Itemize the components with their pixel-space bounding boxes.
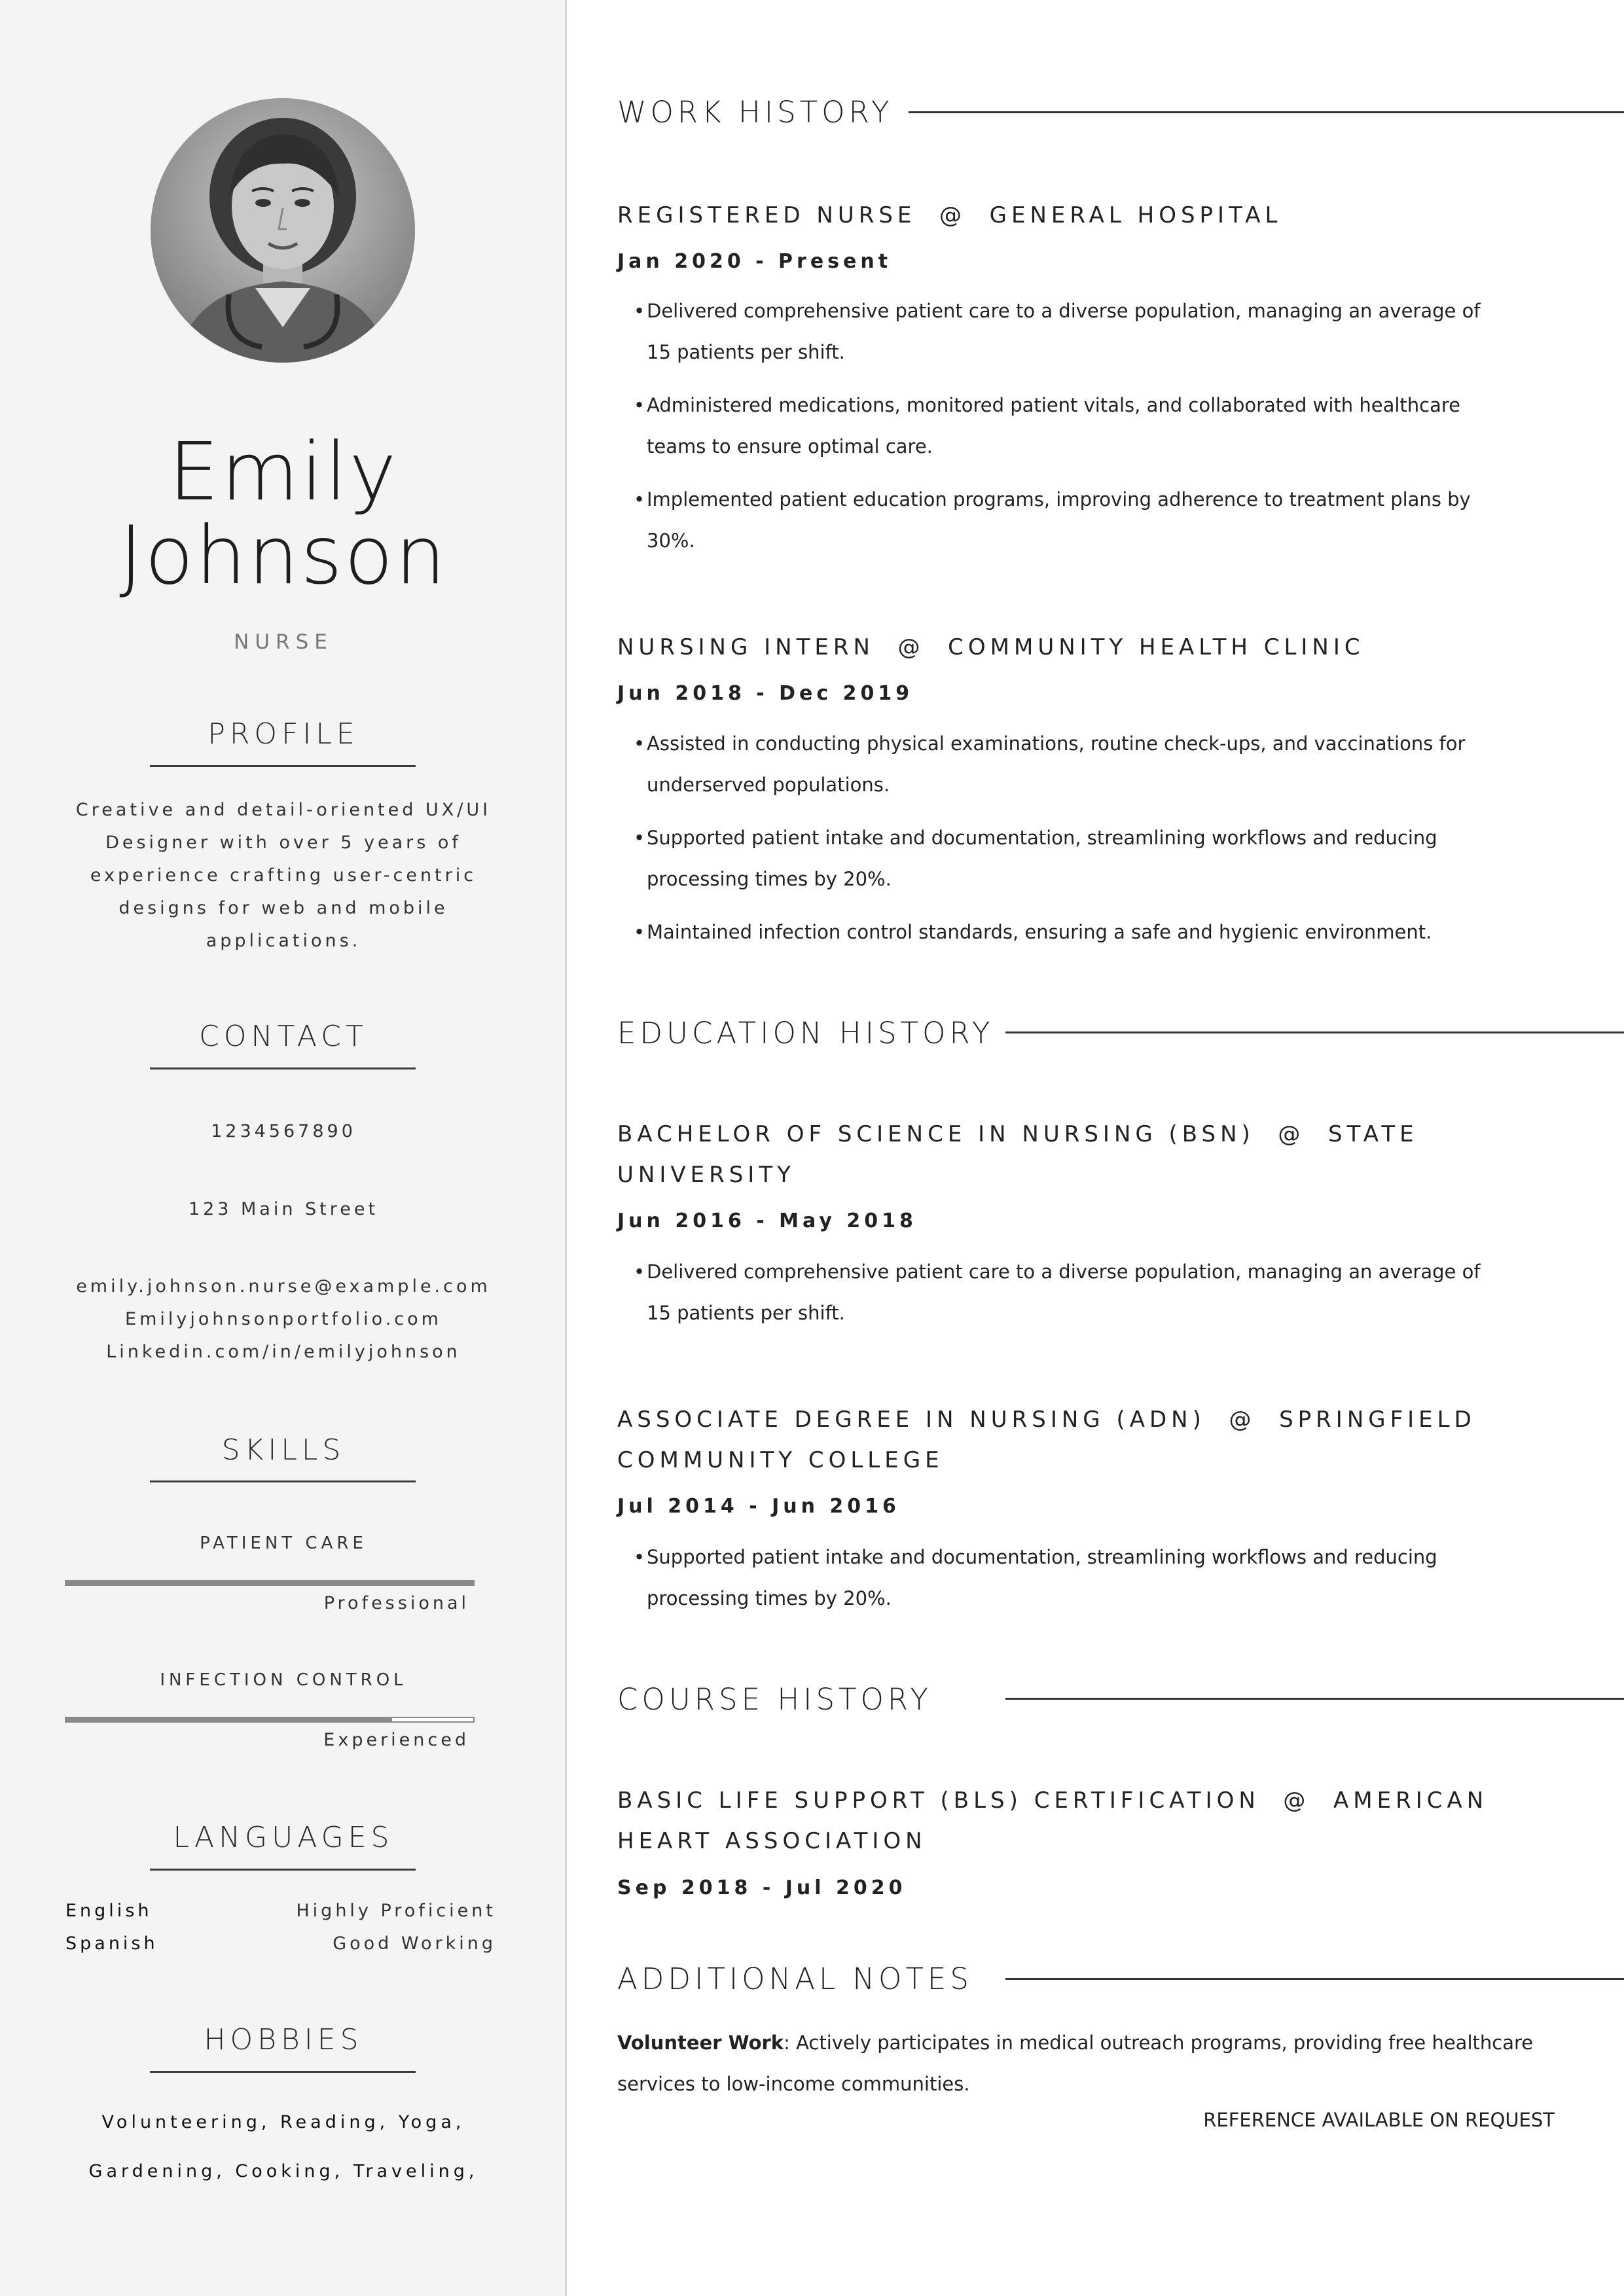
entry-bullet: • Delivered comprehensive patient care to a diverse population, managing an average of 15 patients per shift. [647,291,1498,373]
entry-dates: Jun 2016 - May 2018 [617,1210,917,1232]
skills-heading: SKILLS [221,1433,346,1467]
entry-bullet: • Maintained infection control standards, ensuring a safe and hygienic environment. [647,912,1498,953]
entry-title: BASIC LIFE SUPPORT (BLS) CERTIFICATION @ AMERICAN HEART ASSOCIATION [617,1787,1500,1854]
skill-name: PATIENT CARE [200,1534,367,1553]
job-title: NURSE [234,630,333,654]
hobbies-heading: HOBBIES [204,2023,363,2056]
skill-progress-fill [66,1581,473,1585]
entry-dates: Jun 2018 - Dec 2019 [617,682,914,705]
profile-text: Creative and detail-oriented UX/UI Designer with over 5 years of experience crafting user-centric designs for web and mobile applications. [75,800,492,951]
additional-notes-divider [1005,1978,1624,1980]
work-history-heading: WORK HISTORY [617,95,893,130]
contact-linkedin[interactable]: Linkedin.com/in/emilyjohnson [106,1342,461,1362]
reference-note: REFERENCE AVAILABLE ON REQUEST [1203,2109,1555,2131]
entry-title: REGISTERED NURSE @ GENERAL HOSPITAL [617,202,1282,228]
additional-notes-heading: ADDITIONAL NOTES [617,1962,973,1996]
contact-address: 123 Main Street [188,1199,379,1219]
languages-divider [150,1869,416,1871]
contact-email[interactable]: emily.johnson.nurse@example.com [76,1276,491,1297]
entry-title: ASSOCIATE DEGREE IN NURSING (ADN) @ SPRINGFIELD COMMUNITY COLLEGE [617,1407,1488,1473]
course-history-heading: COURSE HISTORY [617,1682,932,1717]
skill-name: INFECTION CONTROL [160,1670,407,1690]
hobbies-list: Gardening, Cooking, Traveling, [88,2161,478,2181]
language-name: Spanish [65,1933,158,1954]
entry-bullet: • Supported patient intake and documentation, streamlining workflows and reducing processing times by 20%. [647,817,1498,900]
entry-dates: Sep 2018 - Jul 2020 [617,1876,907,1899]
last-name: Johnson [119,509,448,602]
education-history-heading: EDUCATION HISTORY [617,1016,994,1050]
additional-notes-text [617,2022,1579,2105]
hobbies-divider [150,2071,416,2073]
languages-heading: LANGUAGES [173,1821,394,1854]
sidebar [0,0,567,2296]
contact-divider [150,1067,416,1069]
skill-progress-fill [66,1718,392,1721]
skill-progress-bar [65,1580,475,1586]
notes-label: Volunteer Work [617,2032,784,2054]
contact-phone[interactable]: 1234567890 [211,1121,356,1141]
entry-title: NURSING INTERN @ COMMUNITY HEALTH CLINIC [617,634,1365,660]
course-history-divider [1005,1698,1624,1700]
skill-level: Professional [323,1593,469,1613]
entry-dates: Jan 2020 - Present [617,250,892,273]
entry-bullet: • Administered medications, monitored patient vitals, and collaborated with healthcare teams to ensure optimal care. [647,385,1498,467]
skills-divider [150,1480,416,1482]
education-history-divider [1005,1031,1624,1033]
skill-level: Experienced [323,1730,469,1750]
profile-heading: PROFILE [208,717,359,751]
contact-portfolio[interactable]: Emilyjohnsonportfolio.com [125,1309,442,1329]
entry-dates: Jul 2014 - Jun 2016 [617,1495,900,1518]
portrait-image [151,98,415,363]
first-name: Emily [168,425,399,518]
entry-bullet: • Assisted in conducting physical examinations, routine check-ups, and vaccinations for underserved populations. [647,723,1498,806]
work-history-divider [909,111,1624,113]
notes-body: : Actively participates in medical outreach programs, providing free healthcare services to low-income communities. [617,2032,1534,2095]
entry-title: BACHELOR OF SCIENCE IN NURSING (BSN) @ STATE UNIVERSITY [617,1121,1430,1188]
profile-divider [150,765,416,767]
entry-bullet: • Implemented patient education programs, improving adherence to treatment plans by 30%. [647,479,1498,562]
entry-bullet: • Supported patient intake and documentation, streamlining workflows and reducing processing times by 20%. [647,1537,1498,1619]
contact-heading: CONTACT [199,1020,368,1053]
language-level: Good Working [333,1933,496,1954]
skill-progress-bar [65,1717,475,1723]
language-level: Highly Proficient [296,1901,496,1921]
language-name: English [65,1901,153,1921]
entry-bullet: • Delivered comprehensive patient care to a diverse population, managing an average of 15 patients per shift. [647,1251,1498,1334]
hobbies-list: Volunteering, Reading, Yoga, [101,2112,465,2132]
profile-photo [151,98,415,363]
